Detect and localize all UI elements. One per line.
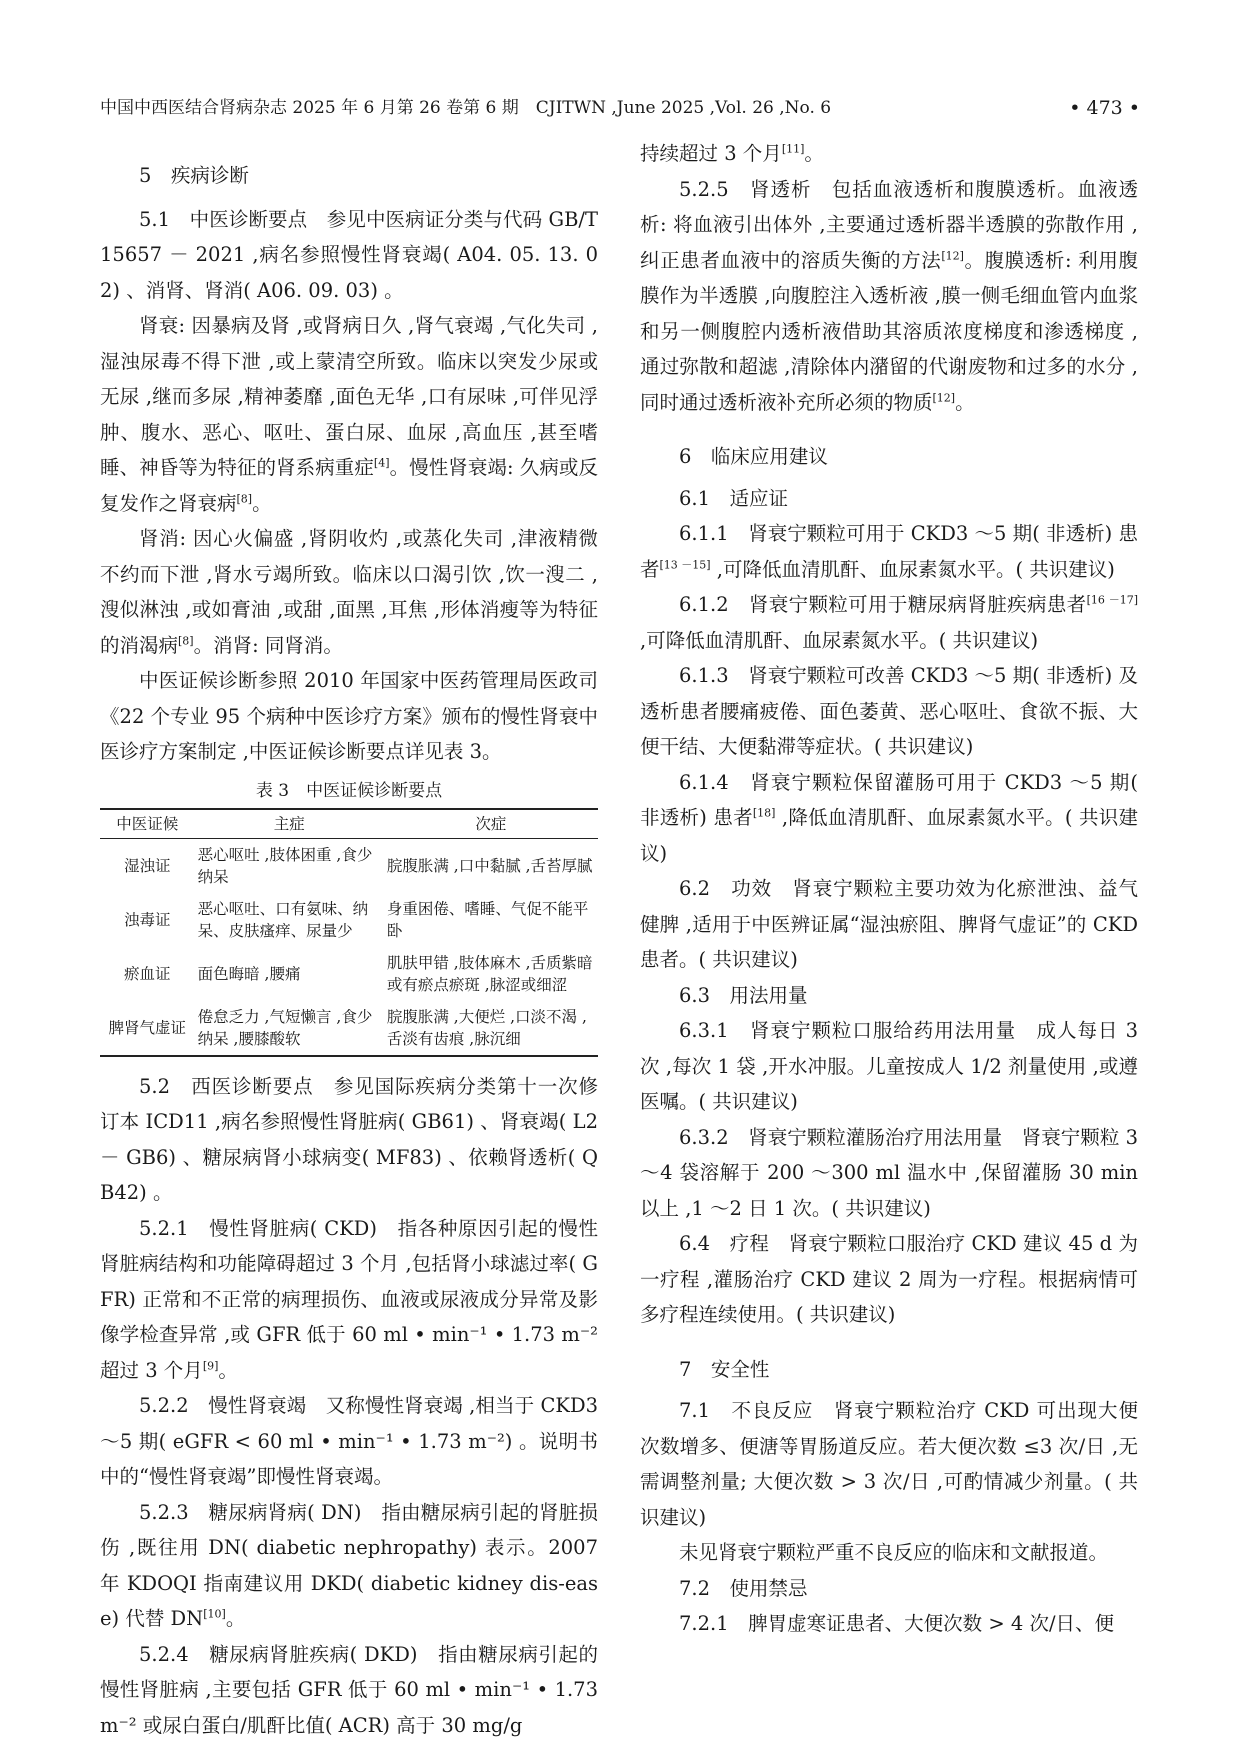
- citation[interactable]: [18]: [752, 806, 776, 820]
- citation[interactable]: [8]: [178, 634, 194, 647]
- citation[interactable]: [9]: [202, 1359, 219, 1372]
- section-6-3-2: 6.3.2 肾衰宁颗粒灌肠治疗用法用量 肾衰宁颗粒 3 ～4 袋溶解于 200 ～300 ml 温水中 ,保留灌肠 30 min 以上 ,1 ～2 日 1 次。( 共识建议): [640, 1125, 1138, 1220]
- section-5-2-1: 5.2.1 慢性肾脏病( CKD) 指各种原因引起的慢性肾脏病结构和功能障碍超过 3 个月 ,包括肾小球滤过率( GFR) 正常和不正常的病理损伤、血液或尿液成分异常及影像学检查异常 ,或 GFR 低于 60 ml • min⁻¹ • 1.73 m⁻² 超过 3 个月[9]。: [100, 1216, 598, 1382]
- section-5-1: 5.1 中医诊断要点 参见中医病证分类与代码 GB/T 15657 － 2021 ,病名参照慢性肾衰竭( A04. 05. 13. 02) 、消肾、肾消( A06. 09. 03) 。: [100, 207, 598, 302]
- paragraph-zhenghou: 中医证候诊断参照 2010 年国家中医药管理局医政司《22 个专业 95 个病种中医诊疗方案》颁布的慢性肾衰中医诊疗方案制定 ,中医证候诊断要点详见表 3。: [100, 669, 598, 763]
- section-6-heading: 6 临床应用建议: [679, 445, 828, 468]
- table-cell: 恶心呕吐、口有氨味、纳呆、皮肤瘙痒、尿量少: [197, 899, 369, 940]
- table-cell: 面色晦暗 ,腰痛: [197, 964, 301, 983]
- section-5-2-3: 5.2.3 糖尿病肾病( DN) 指由糖尿病引起的肾脏损伤 ,既往用 DN( diabetic nephropathy) 表示。2007 年 KDOQI 指南建议用 DKD( diabetic kidney dis-ease) 代替 DN[10]。: [100, 1500, 598, 1630]
- table-row: [100, 1001, 598, 1056]
- table-cell: 脾肾气虚证: [108, 1018, 187, 1037]
- table-cell: 脘腹胀满 ,大便烂 ,口淡不渴 ,舌淡有齿痕 ,脉沉细: [386, 1007, 587, 1048]
- table-row: [100, 947, 598, 1001]
- table-cell: 浊毒证: [124, 910, 171, 929]
- table-header-row: [100, 809, 598, 839]
- section-6-1-2: 6.1.2 肾衰宁颗粒可用于糖尿病肾脏疾病患者[16 －17] ,可降低血清肌酐、血尿素氮水平。( 共识建议): [640, 593, 1139, 652]
- section-6-1-1: 6.1.1 肾衰宁颗粒可用于 CKD3 ～5 期( 非透析) 患者[13 －15] ,可降低血清肌酐、血尿素氮水平。( 共识建议): [640, 522, 1138, 581]
- section-5-2-5: 5.2.5 肾透析 包括血液透析和腹膜透析。血液透析: 将血液引出体外 ,主要通过透析器半透膜的弥散作用 ,纠正患者血液中的溶质失衡的方法[12]。腹膜透析: 利用腹膜作为半透膜 ,向腹腔注入透析液 ,膜一侧毛细血管内血浆和另一侧腹腔内透析液借助其溶质浓度梯度和渗透梯度 ,通过弥散和超滤 ,清除体内潴留的代谢废物和过多的水分 ,同时通过透析液补充所必须的物质[12]。: [640, 177, 1138, 414]
- section-7-1: 7.1 不良反应 肾衰宁颗粒治疗 CKD 可出现大便次数增多、便溏等胃肠道反应。若大便次数 ≤3 次/日 ,无需调整剂量; 大便次数 > 3 次/日 ,可酌情减少剂量。( 共识建议): [640, 1399, 1138, 1529]
- table-cell: 恶心呕吐 ,肢体困重 ,食少纳呆: [197, 845, 373, 886]
- citation[interactable]: [4]: [373, 456, 390, 470]
- section-5-2-2: 5.2.2 慢性肾衰竭 又称慢性肾衰竭 ,相当于 CKD3 ～5 期( eGFR < 60 ml • min⁻¹ • 1.73 m⁻²) 。说明书中的“慢性肾衰竭”即慢性肾衰竭。: [100, 1394, 598, 1488]
- citation[interactable]: [13 －15]: [659, 558, 711, 571]
- section-6-3-heading: 6.3 用法用量: [679, 983, 808, 1007]
- section-7-1-note: 未见肾衰宁颗粒严重不良反应的临床和文献报道。: [679, 1541, 1109, 1564]
- section-7-2-1: 7.2.1 脾胃虚寒证患者、大便次数 > 4 次/日、便: [679, 1612, 1115, 1635]
- paragraph-shenshuai: 肾衰: 因暴病及肾 ,或肾病日久 ,肾气衰竭 ,气化失司 ,湿浊尿毒不得下泄 ,或上蒙清空所致。临床以突发少尿或无尿 ,继而多尿 ,精神萎靡 ,面色无华 ,口有尿味 ,可伴见浮肿、腹水、恶心、呕吐、蛋白尿、血尿 ,高血压 ,甚至嗜睡、神昏等为特征的肾系病重症[4]。慢性肾衰竭: 久病或反复发作之肾衰病[8]。: [100, 314, 598, 515]
- section-5-2: 5.2 西医诊断要点 参见国际疾病分类第十一次修订本 ICD11 ,病名参照慢性肾脏病( GB61) 、肾衰竭( L2 － GB6) 、糖尿病肾小球病变( MF83) 、依赖肾透析( QB42) 。: [100, 1074, 598, 1204]
- citation[interactable]: [16 －17]: [1086, 593, 1139, 607]
- journal-info: 中国中西医结合肾病杂志 2025 年 6 月第 26 卷第 6 期 CJITWN ,June 2025 ,Vol. 26 ,No. 6: [100, 98, 832, 118]
- table-header: 主症: [195, 809, 384, 839]
- section-6-1-heading: 6.1 适应证: [679, 486, 789, 510]
- section-5-heading: 5 疾病诊断: [139, 164, 249, 187]
- page-number: • 473 •: [1069, 97, 1140, 119]
- section-6-4: 6.4 疗程 肾衰宁颗粒口服治疗 CKD 建议 45 d 为一疗程 ,灌肠治疗 CKD 建议 2 周为一疗程。根据病情可多疗程连续使用。( 共识建议): [640, 1232, 1138, 1326]
- table-cell: 脘腹胀满 ,口中黏腻 ,舌苔厚腻: [386, 856, 593, 875]
- left-column: [100, 136, 598, 1743]
- paragraph-shenxiao: 肾消: 因心火偏盛 ,肾阴收灼 ,或蒸化失司 ,津液精微不约而下泄 ,肾水亏竭所致。临床以口渴引饮 ,饮一溲二 ,溲似淋浊 ,或如膏油 ,或甜 ,面黑 ,耳焦 ,形体消瘦等为特征的消渴病[8]。消肾: 同肾消。: [100, 527, 598, 657]
- section-5-2-4: 5.2.4 糖尿病肾脏疾病( DKD) 指由糖尿病引起的慢性肾脏病 ,主要包括 GFR 低于 60 ml • min⁻¹ • 1.73 m⁻² 或尿白蛋白/肌酐比值( ACR) 高于 30 mg/g: [100, 1642, 598, 1737]
- table-cell: 肌肤甲错 ,肢体麻木 ,舌质紫暗或有瘀点瘀斑 ,脉涩或细涩: [386, 953, 593, 994]
- table-row: [100, 893, 598, 947]
- syndrome-table: [100, 808, 598, 1057]
- table-header: 次症: [384, 809, 598, 839]
- citation[interactable]: [12]: [941, 249, 964, 262]
- right-column: [640, 136, 1138, 1642]
- running-header: [100, 93, 1140, 123]
- table-caption: 表 3 中医证候诊断要点: [255, 780, 443, 801]
- section-7-heading: 7 安全性: [679, 1357, 770, 1381]
- section-6-2: 6.2 功效 肾衰宁颗粒主要功效为化瘀泄浊、益气健脾 ,适用于中医辨证属“湿浊瘀阻、脾肾气虚证”的 CKD 患者。( 共识建议): [640, 877, 1138, 971]
- citation[interactable]: [12]: [932, 391, 956, 404]
- table-cell: 湿浊证: [124, 856, 171, 875]
- table-cell: 倦怠乏力 ,气短懒言 ,食少纳呆 ,腰膝酸软: [197, 1007, 373, 1048]
- continuation-text: 持续超过 3 个月[11]。: [640, 142, 824, 165]
- citation[interactable]: [10]: [203, 1607, 226, 1621]
- section-6-3-1: 6.3.1 肾衰宁颗粒口服给药用法用量 成人每日 3 次 ,每次 1 袋 ,开水冲服。儿童按成人 1/2 剂量使用 ,或遵医嘱。( 共识建议): [640, 1019, 1138, 1113]
- citation[interactable]: [8]: [236, 492, 253, 505]
- citation[interactable]: [11]: [781, 142, 805, 156]
- table-cell: 瘀血证: [124, 964, 171, 983]
- section-6-1-4: 6.1.4 肾衰宁颗粒保留灌肠可用于 CKD3 ～5 期( 非透析) 患者[18] ,降低血清肌酐、血尿素氮水平。( 共识建议): [640, 770, 1138, 865]
- table-row: [100, 838, 598, 893]
- table-3: [100, 778, 598, 1057]
- table-cell: 身重困倦、嗜睡、气促不能平卧: [386, 899, 589, 940]
- section-7-2-heading: 7.2 使用禁忌: [679, 1576, 808, 1600]
- section-6-1-3: 6.1.3 肾衰宁颗粒可改善 CKD3 ～5 期( 非透析) 及透析患者腰痛疲倦、面色萎黄、恶心呕吐、食欲不振、大便干结、大便黏滞等症状。( 共识建议): [640, 664, 1138, 758]
- table-header: 中医证候: [100, 809, 195, 839]
